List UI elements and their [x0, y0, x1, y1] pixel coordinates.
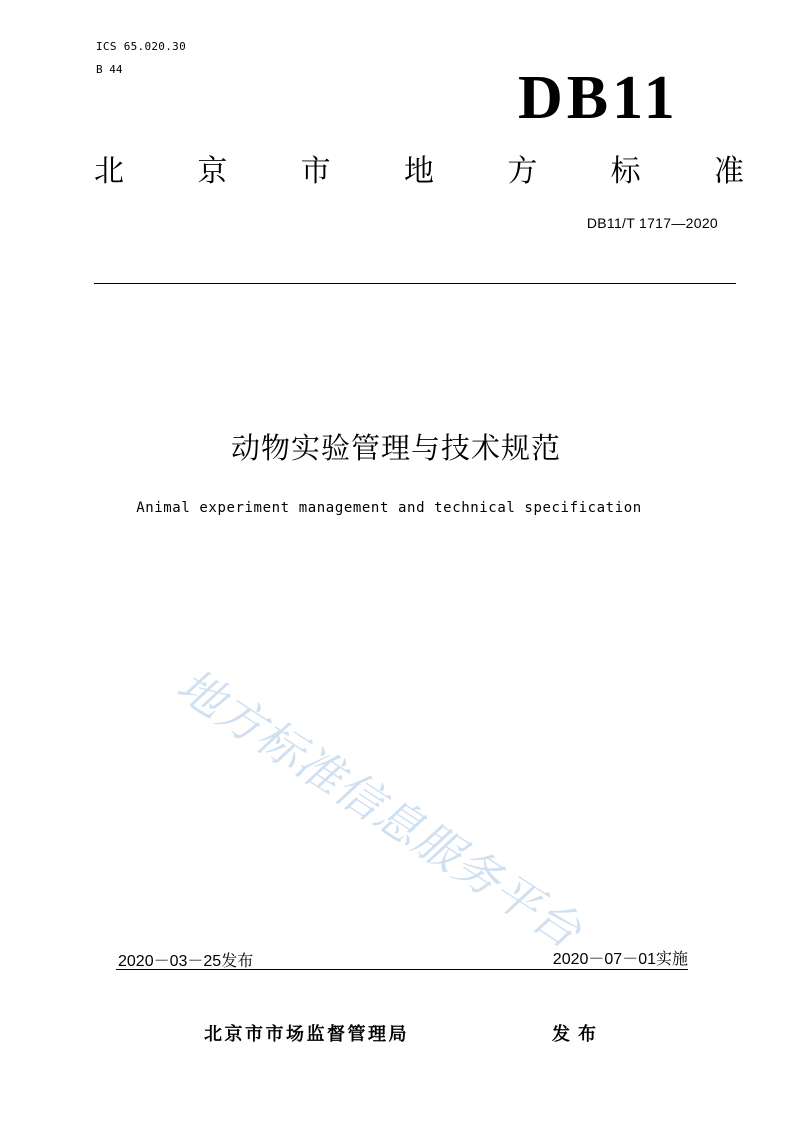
standard-type-char: 京	[197, 154, 228, 189]
standard-type-char: 准	[713, 154, 744, 189]
standard-type-title	[94, 150, 744, 194]
issuing-authority: 北京市市场监督管理局	[204, 1024, 409, 1045]
implementation-date: 2020－07－01实施	[552, 951, 688, 968]
watermark: 地方标准信息服务平台	[167, 657, 592, 959]
standard-type-char: 市	[300, 154, 331, 189]
footer-divider	[116, 969, 688, 970]
standard-type-char: 地	[403, 154, 434, 189]
ics-code: ICS 65.020.30	[96, 40, 186, 53]
standard-type-char: 北	[94, 154, 124, 189]
standard-number: DB11/T 1717—2020	[586, 215, 718, 231]
db11-logo: DB11	[518, 64, 679, 132]
document-title-en: Animal experiment management and technical specification	[136, 500, 642, 516]
ccs-code: B 44	[96, 63, 123, 76]
issue-date: 2020－03－25发布	[118, 953, 254, 970]
document-title-zh: 动物实验管理与技术规范	[230, 431, 561, 465]
issue-label: 发布	[552, 1024, 604, 1045]
header-divider	[94, 283, 736, 284]
standard-type-char: 方	[507, 154, 538, 189]
standard-type-char: 标	[610, 154, 641, 189]
